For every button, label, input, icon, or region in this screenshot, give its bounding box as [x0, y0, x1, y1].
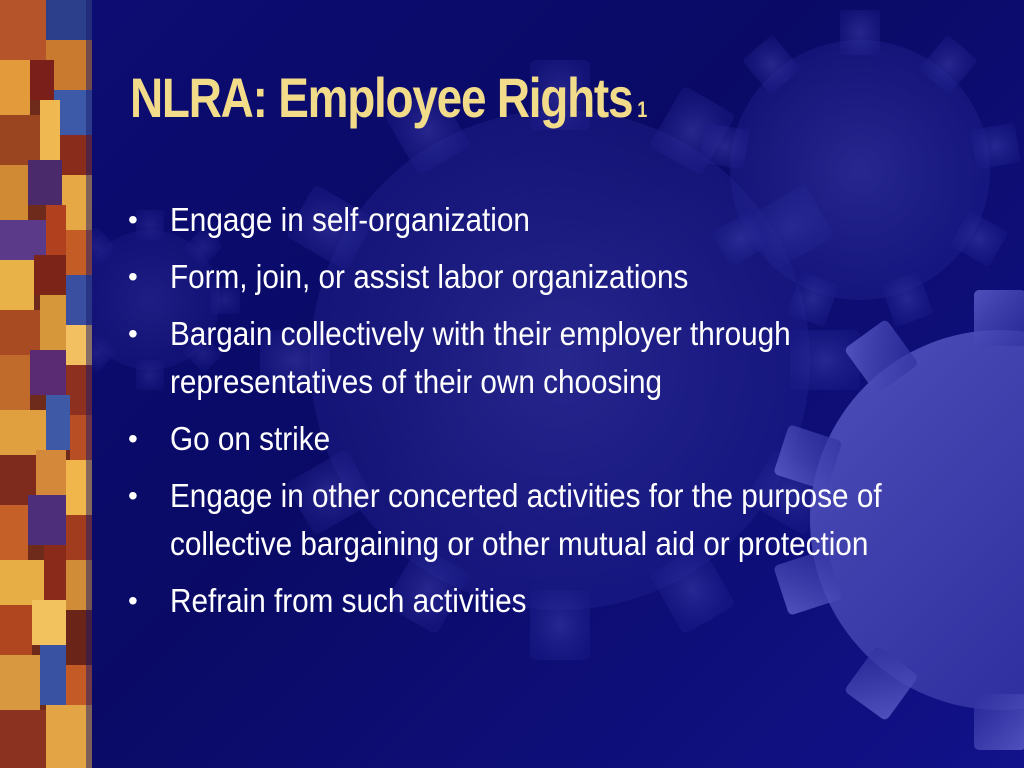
bullet-point-icon: •	[128, 318, 138, 349]
mosaic-strip-graphic	[0, 0, 92, 768]
bullet-text: Form, join, or assist labor organizations	[170, 258, 689, 295]
slide-title	[130, 62, 647, 146]
bullet-point-icon: •	[128, 204, 138, 235]
bullet-point-icon: •	[128, 585, 138, 616]
bullet-point-icon: •	[128, 423, 138, 454]
slide-title-text: NLRA: Employee Rights	[130, 66, 633, 129]
bullet-text: Go on strike	[170, 420, 331, 457]
bullet-text: Refrain from such activities	[170, 582, 527, 619]
slide-title-superscript: 1	[637, 97, 648, 122]
bullet-text: Engage in other concerted activities for the purpose of collective bargaining or other mutual aid or protection	[170, 477, 882, 562]
bullet-list	[128, 196, 978, 634]
bullet-item	[128, 577, 978, 625]
bullet-text: Bargain collectively with their employer through representatives of their own choosing	[170, 315, 791, 400]
bullet-item	[128, 196, 978, 244]
bullet-point-icon: •	[128, 261, 138, 292]
bullet-point-icon: •	[128, 480, 138, 511]
bullet-item	[128, 310, 978, 406]
bullet-text: Engage in self-organization	[170, 201, 530, 238]
bullet-item	[128, 472, 978, 568]
bullet-item	[128, 253, 978, 301]
bullet-item	[128, 415, 978, 463]
